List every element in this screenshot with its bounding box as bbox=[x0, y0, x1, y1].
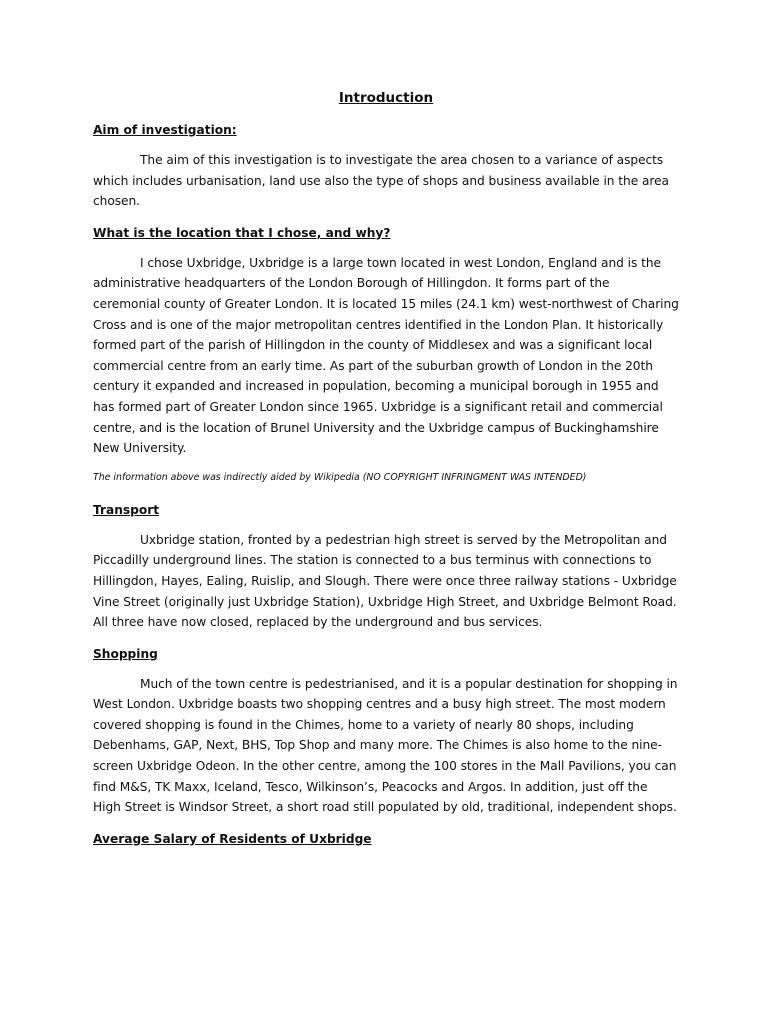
document-title: Introduction bbox=[338, 90, 434, 106]
section-body-shopping: Much of the town centre is pedestrianised, and it is a popular destination for shopping in West London. Uxbridge boasts two shopping centres and a busy high street. The most modern covered shopping is found in the Chimes, home to a variety of nearly 80 shops, including Debenhams, GAP, Next, BHS, Top Shop and many more. The Chimes is also home to the nine-screen Uxbridge Odeon. In the other centre, among the 100 stores in the Mall Pavilions, you can find M&S, TK Maxx, Iceland, Tesco, Wilkinson’s, Peacocks and Argos. In addition, just off the High Street is Windsor Street, a short road still populated by old, traditional, independent shops. bbox=[93, 676, 678, 815]
source-note: The information above was indirectly aided by Wikipedia (NO COPYRIGHT INFRINGMENT WAS INTENDED) bbox=[93, 471, 587, 483]
section-heading-shopping: Shopping bbox=[93, 646, 158, 661]
section-heading-transport: Transport bbox=[93, 502, 160, 517]
section-body-aim: The aim of this investigation is to investigate the area chosen to a variance of aspects which includes urbanisation, land use also the type of shops and business available in the area chosen. bbox=[93, 153, 669, 209]
document-page bbox=[93, 88, 679, 859]
section-body-transport: Uxbridge station, fronted by a pedestrian high street is served by the Metropolitan and Piccadilly underground lines. The station is connected to a bus terminus with connections to Hillingdon, Hayes, Ealing, Ruislip, and Slough. There were once three railway stations - Uxbridge Vine Street (originally just Uxbridge Station), Uxbridge High Street, and Uxbridge Belmont Road. All three have now closed, replaced by the underground and bus services. bbox=[93, 532, 677, 630]
section-heading-location: What is the location that I chose, and why? bbox=[93, 225, 391, 240]
section-heading-aim: Aim of investigation: bbox=[93, 123, 237, 137]
section-heading-salary: Average Salary of Residents of Uxbridge bbox=[93, 831, 372, 846]
section-body-location: I chose Uxbridge, Uxbridge is a large town located in west London, England and is the administrative headquarters of the London Borough of Hillingdon. It forms part of the ceremonial county of Greater London. It is located 15 miles (24.1 km) west-northwest of Charing Cross and is one of the major metropolitan centres identified in the London Plan. It historically formed part of the parish of Hillingdon in the county of Middlesex and was a significant local commercial centre from an early time. As part of the suburban growth of London in the 20th century it expanded and increased in population, becoming a municipal borough in 1955 and has formed part of Greater London since 1965. Uxbridge is a significant retail and commercial centre, and is the location of Brunel University and the Uxbridge campus of Buckinghamshire New University. bbox=[93, 255, 679, 456]
